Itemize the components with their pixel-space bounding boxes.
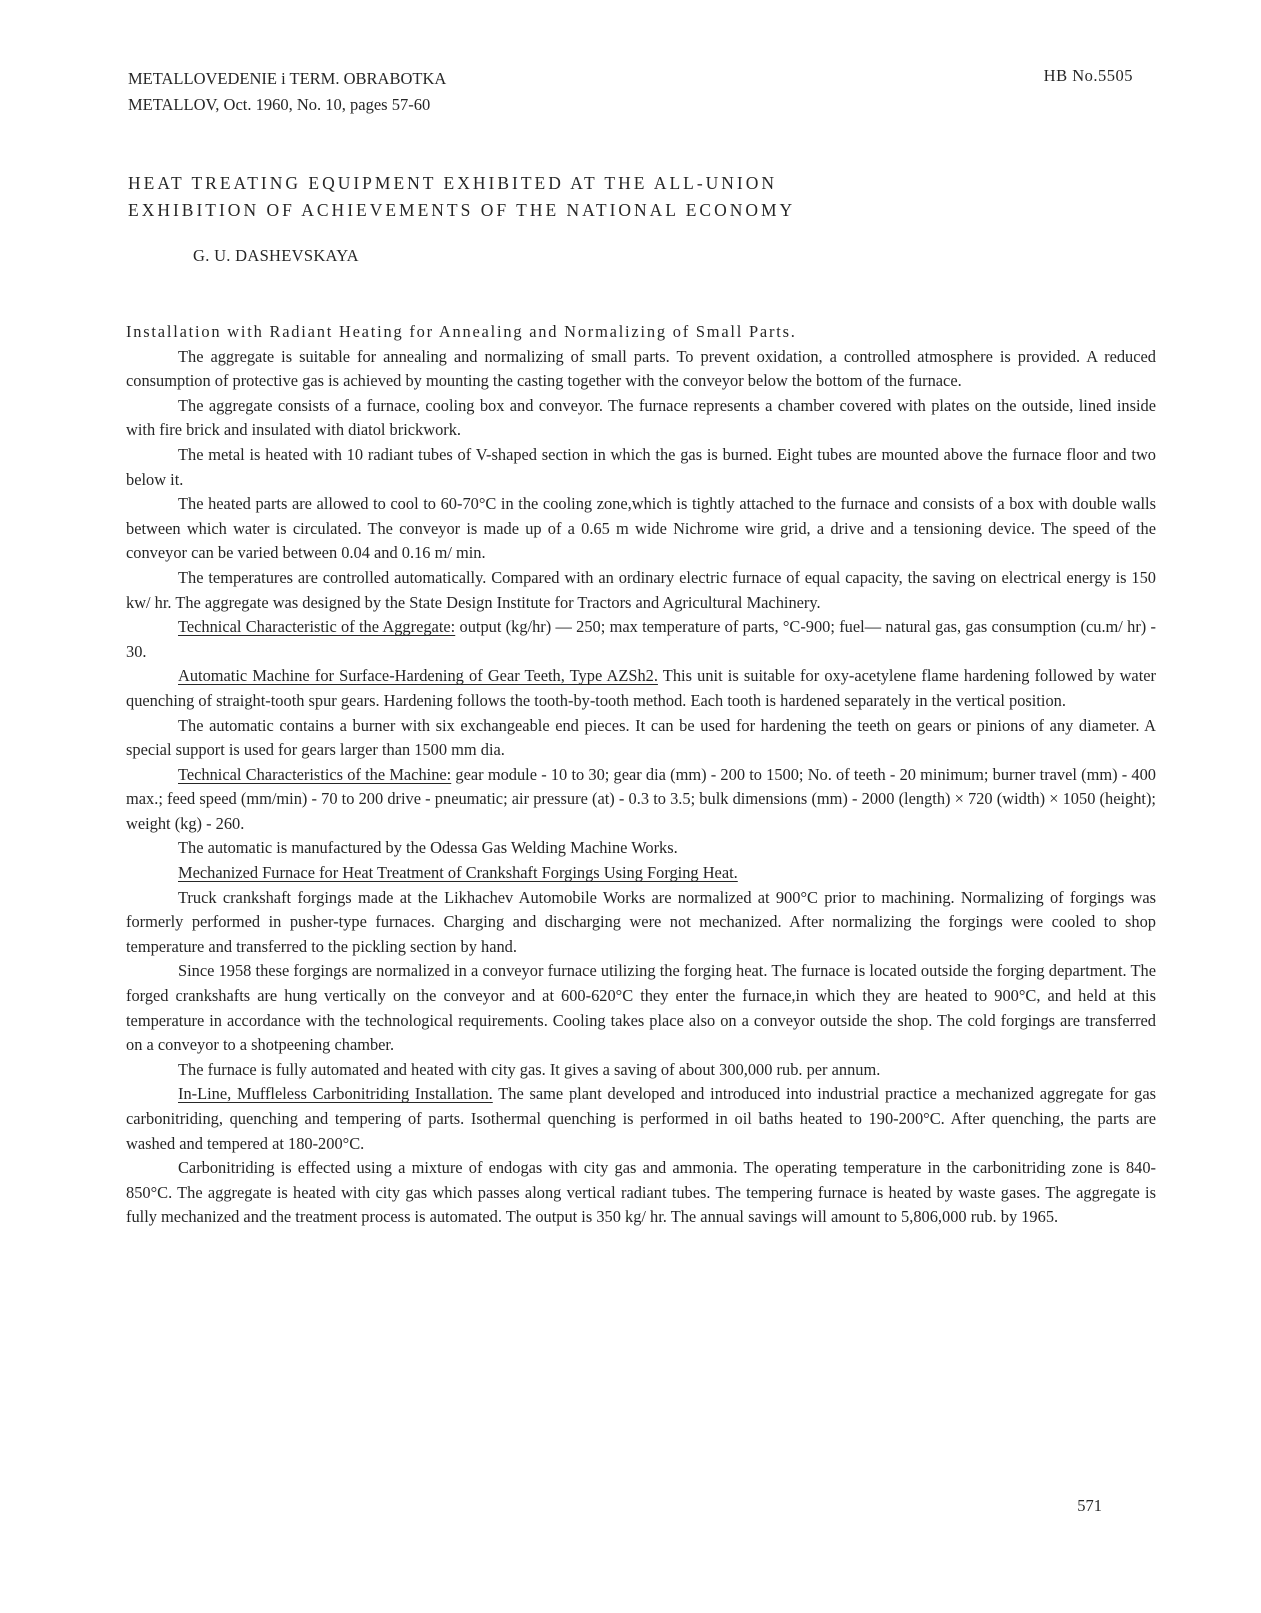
paragraph: The automatic is manufactured by the Odessa Gas Welding Machine Works.	[178, 838, 678, 858]
paragraph: Since 1958 these forgings are normalized in a conveyor furnace utilizing the forging heat. The furnace is located outside the forging department. The forged crankshafts are hung vertically on the conveyor and at 600-620°C they enter the furnace,in which they are heated to 900°C, and held at this temperature in accordance with the technological requirements. Cooling takes place also on a conveyor outside the shop. The cold forgings are transferred on a conveyor to a shotpeening chamber.	[126, 961, 1156, 1055]
journal-issue: METALLOV, Oct. 1960, No. 10, pages 57-60	[128, 95, 431, 114]
carbonitriding-text: The same plant developed and introduced into industrial practice a mechanized aggregate for gas carbonitriding, quenching and tempering of parts. Isothermal quenching is performed in oil baths heated to 190-200°C. After quenching, the parts are washed and tempered at 180-200°C.	[126, 1084, 1156, 1153]
section-heading-radiant-heating: Installation with Radiant Heating for Annealing and Normalizing of Small Parts.	[126, 322, 797, 341]
author-name: G. U. DASHEVSKAYA	[193, 246, 359, 265]
article-body	[126, 320, 1156, 1230]
journal-name: METALLOVEDENIE i TERM. OBRABOTKA	[128, 69, 447, 88]
hb-number: HB No.5505	[1043, 66, 1133, 85]
paragraph: The automatic contains a burner with six exchangeable end pieces. It can be used for hardening the teeth on gears or pinions of any diameter. A special support is used for gears larger than 1500 mm dia.	[126, 715, 1156, 760]
paragraph-tech-characteristic	[126, 615, 1156, 664]
title-line-2: EXHIBITION OF ACHIEVEMENTS OF THE NATIONAL ECONOMY	[128, 200, 796, 220]
paragraph: Carbonitriding is effected using a mixture of endogas with city gas and ammonia. The operating temperature in the carbonitriding zone is 840-850°C. The aggregate is heated with city gas which passes along vertical radiant tubes. The tempering furnace is heated by waste gases. The aggregate is fully mechanized and the treatment process is automated. The output is 350 kg/ hr. The annual savings will amount to 5,806,000 rub. by 1965.	[126, 1158, 1156, 1227]
paragraph: The heated parts are allowed to cool to 60-70°C in the cooling zone,which is tightly attached to the furnace and consists of a box with double walls between which water is circulated. The conveyor is made up of a 0.65 m wide Nichrome wire grid, a drive and a tensioning device. The speed of the conveyor can be varied between 0.04 and 0.16 m/ min.	[126, 494, 1156, 563]
paragraph: Truck crankshaft forgings made at the Likhachev Automobile Works are normalized at 900°C prior to machining. Normalizing of forgings was formerly performed in pusher-type furnaces. Charging and discharging were not mechanized. After normalizing the forgings were cooled to shop temperature and transferred to the pickling section by hand.	[126, 887, 1156, 956]
machine-characteristics-text: gear module - 10 to 30; gear dia (mm) - 200 to 1500; No. of teeth - 20 minimum; burner travel (mm) - 400 max.; feed speed (mm/min) - 70 to 200 drive - pneumatic; air pressure (at) - 0.3 to 3.5; bulk dimensions (mm) - 2000 (length) × 720 (width) × 1050 (height); weight (kg) - 260.	[126, 764, 1157, 833]
article-title	[128, 170, 795, 224]
paragraph-machine-characteristics	[126, 763, 1156, 837]
paragraph: The metal is heated with 10 radiant tubes of V-shaped section in which the gas is burned. Eight tubes are mounted above the furnace floor and two below it.	[126, 444, 1156, 489]
paragraph: The temperatures are controlled automatically. Compared with an ordinary electric furnace of equal capacity, the saving on electrical energy is 150 kw/ hr. The aggregate was designed by the State Design Institute for Tractors and Agricultural Machinery.	[126, 567, 1156, 612]
azsh2-text: This unit is suitable for oxy-acetylene flame hardening followed by water quenching of straight-tooth spur gears. Hardening follows the tooth-by-tooth method. Each tooth is hardened separately in the vertical position.	[126, 666, 1156, 710]
paragraph-carbonitriding	[126, 1082, 1156, 1156]
title-line-1: HEAT TREATING EQUIPMENT EXHIBITED AT THE ALL-UNION	[128, 173, 778, 193]
journal-citation	[128, 66, 446, 118]
section-heading-crankshaft-text: Mechanized Furnace for Heat Treatment of Crankshaft Forgings Using Forging Heat.	[178, 863, 738, 883]
section-heading-crankshaft	[126, 861, 1156, 886]
paragraph: The aggregate is suitable for annealing and normalizing of small parts. To prevent oxidation, a controlled atmosphere is provided. A reduced consumption of protective gas is achieved by mounting the casting together with the conveyor below the bottom of the furnace.	[126, 346, 1156, 391]
paragraph: The furnace is fully automated and heated with city gas. It gives a saving of about 300,000 rub. per annum.	[178, 1059, 881, 1079]
page-number: 571	[1077, 1496, 1102, 1515]
paragraph: The aggregate consists of a furnace, cooling box and conveyor. The furnace represents a chamber covered with plates on the outside, lined inside with fire brick and insulated with diatol brickwork.	[126, 395, 1156, 440]
tech-characteristic-text: output (kg/hr) — 250; max temperature of parts, °C-900; fuel— natural gas, gas consumption (cu.m/ hr) - 30.	[126, 617, 1156, 661]
section-heading-carbonitriding: In-Line, Muffleless Carbonitriding Installation.	[178, 1084, 493, 1104]
paragraph-azsh2	[126, 664, 1156, 713]
subheading-machine-characteristics: Technical Characteristics of the Machine:	[178, 764, 452, 784]
subheading-tech-characteristic: Technical Characteristic of the Aggregate:	[178, 617, 456, 637]
section-heading-azsh2: Automatic Machine for Surface-Hardening of Gear Teeth, Type AZSh2.	[178, 666, 658, 686]
